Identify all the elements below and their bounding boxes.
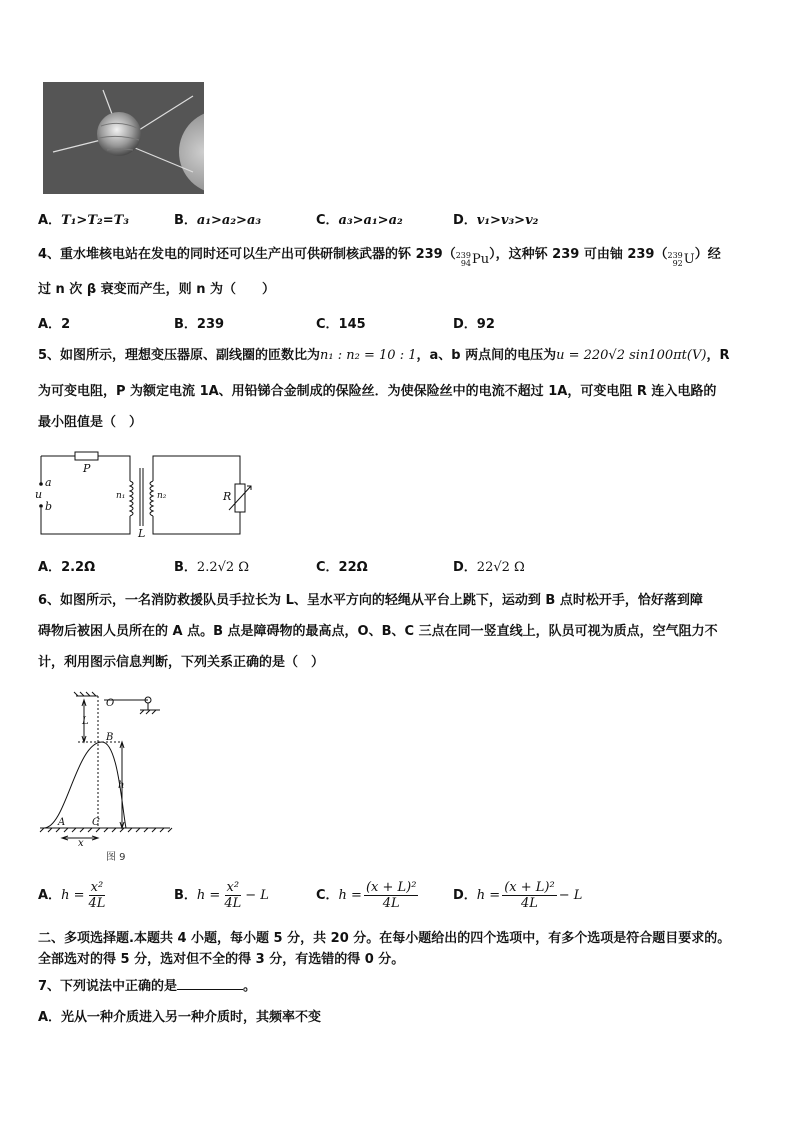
q5-option-d: D．22√2 Ω (453, 560, 525, 575)
satellite-photo (43, 82, 204, 194)
q4-option-b: B．239 (174, 317, 225, 332)
section2-instructions-line2: 全部选对的得 5 分，选对但不全的得 3 分，有选错的得 0 分。 (38, 952, 405, 967)
rescue-jump-diagram (36, 688, 186, 866)
q4-stem-line1: 4、重水堆核电站在发电的同时还可以生产出可供研制核武器的钚 239（ 239 94 Pu ），这种钚 239 可由铀 239（ 239 92 U ）经 (38, 247, 721, 268)
section2-instructions-line1: 二、多项选择题.本题共 4 小题，每小题 5 分，共 20 分。在每小题给出的四个选项中，有多个选项是符合题目要求的。 (38, 931, 731, 946)
q3-option-b: B．a₁>a₂>a₃ (174, 213, 262, 228)
q5-option-c: C．22Ω (316, 560, 368, 575)
q6-option-d: D．h = $\frac{\text{(x + L)²}}{4L}$ − L (453, 880, 583, 911)
q6-option-c: C．h = $\frac{\text{(x + L)²}}{4L}$ (316, 880, 417, 911)
label-r: R (223, 490, 232, 503)
label-n2: n₂ (157, 491, 167, 501)
q4-option-d: D．92 (453, 317, 495, 332)
label-a: A (58, 817, 66, 828)
turns-ratio: n₁ : n₂ = 10 : 1 (320, 348, 417, 363)
voltage-formula: u = 220√2 sin100πt(V) (556, 348, 707, 363)
label-n1: n₁ (116, 491, 126, 501)
label-p: P (83, 462, 91, 475)
label-u: u (35, 488, 43, 501)
q5-option-a: A．2.2Ω (38, 560, 96, 575)
u-isotope: 239 92 U (667, 251, 695, 268)
label-h: h (118, 780, 125, 791)
q3-option-d: D．v₁>v₃>v₂ (453, 213, 539, 228)
label-a: a (45, 476, 52, 489)
label-b: b (45, 500, 53, 513)
q7-stem: 7、下列说法中正确的是 。 (38, 979, 257, 994)
q3-option-a: A．T₁>T₂=T₃ (38, 213, 129, 228)
label-l: L (138, 527, 146, 540)
answer-blank (177, 977, 243, 990)
q4-option-a: A．2 (38, 317, 71, 332)
q6-stem-line1: 6、如图所示，一名消防救援队员手拉长为 L、呈水平方向的轻绳从平台上跳下，运动到 B 点时松开手，恰好落到障 (38, 593, 703, 608)
q6-stem-line2: 碍物后被困人员所在的 A 点。B 点是障碍物的最高点，O、B、C 三点在同一竖直线上，队员可视为质点，空气阻力不 (38, 624, 718, 639)
fuse-p-icon (75, 452, 98, 460)
q7-option-a: A．光从一种介质进入另一种介质时，其频率不变 (38, 1010, 322, 1025)
q5-stem-line3: 最小阻值是（ ） (38, 415, 143, 430)
label-l: L (82, 716, 89, 727)
q5-stem-line1: 5、如图所示，理想变压器原、副线圈的匝数比为n₁ : n₂ = 10 : 1，a、b 两点间的电压为u = 220√2 sin100πt(V)，R (38, 348, 730, 363)
label-c: C (92, 817, 100, 828)
pu-isotope: 239 94 Pu (455, 251, 490, 268)
q6-stem-line3: 计，利用图示信息判断，下列关系正确的是（ ） (38, 655, 325, 670)
label-o: O (106, 698, 115, 709)
q6-option-a: A．h = $\frac{\text{x²}}{4L}$ (38, 880, 106, 911)
label-x: x (78, 838, 84, 849)
transformer-circuit-diagram (33, 446, 273, 541)
q4-stem-line2: 过 n 次 β 衰变而产生，则 n 为（ ） (38, 282, 275, 297)
q3-option-c: C．a₃>a₁>a₂ (316, 213, 403, 228)
figure-caption: 图 9 (106, 852, 126, 863)
q5-option-b: B．2.2√2 Ω (174, 560, 250, 575)
label-b: B (106, 732, 114, 743)
q6-option-b: B．h = $\frac{\text{x²}}{4L}$ − L (174, 880, 269, 911)
q4-option-c: C．145 (316, 317, 366, 332)
q5-stem-line2: 为可变电阻，P 为额定电流 1A、用铅锑合金制成的保险丝．为使保险丝中的电流不超过 1A，可变电阻 R 连入电路的 (38, 384, 717, 399)
